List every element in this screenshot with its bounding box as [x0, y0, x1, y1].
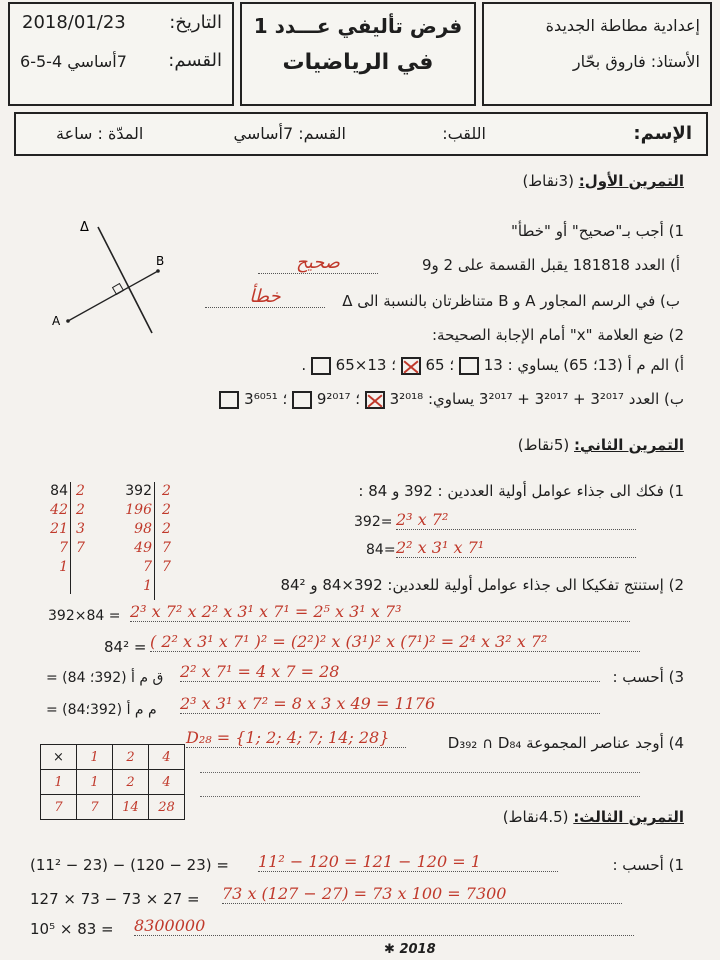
table-cell: 1 [41, 770, 77, 795]
ex1-q2b-row: ب) العدد 3²⁰¹⁷ + 3²⁰¹⁷ + 3²⁰¹⁷ يساوي: 3²⁰¹⁸ ؛ 9²⁰¹⁷ ؛ 3⁶⁰⁵¹ [219, 390, 684, 409]
q3-gcd-label: ق م أ (392؛ 84) = [46, 670, 164, 686]
ladder-84-number: 1 [59, 559, 68, 575]
ex2-points: (5نقاط) [517, 436, 570, 454]
ex2-q4: 4) أوجد عناصر المجموعة D₃₉₂ ∩ D₈₄ [447, 734, 684, 752]
ladder-84-divider [70, 482, 71, 594]
ladder-392-factor: 2 [162, 483, 171, 499]
ladder-392-number: 1 [143, 578, 152, 594]
header-right-box [482, 2, 712, 106]
duration-label: المدّة : ساعة [56, 124, 144, 143]
multiplication-table [40, 744, 185, 820]
ex1-q1a-answer: صحيح [258, 252, 378, 274]
ex1-title: التمرين الأول: [578, 172, 684, 190]
ladder-84-number: 84 [50, 483, 68, 499]
b-label: B [156, 254, 165, 268]
ex1-heading [522, 172, 684, 190]
ex2-q1: 1) فكك الى جذاء عوامل أولية العددين : 392 و 84 : [358, 482, 684, 500]
ex2-title: التمرين الثاني: [574, 436, 684, 454]
ladder-392-factor: 7 [162, 559, 171, 575]
ex3-line2-label: 127 × 73 − 73 × 27 = [30, 890, 200, 908]
ladder-84-number: 7 [59, 540, 68, 556]
ex2-heading [518, 436, 684, 454]
footer [384, 942, 436, 957]
ladder-392-number: 49 [134, 540, 152, 556]
q2b-checkbox-3[interactable] [219, 391, 239, 409]
ladder-84-factor: 7 [76, 540, 85, 556]
ex1-q1: 1) أجب بـ"صحيح" أو "خطأ" [511, 222, 684, 240]
ladder-84-factor: 2 [76, 483, 85, 499]
student-info-bar [14, 112, 708, 156]
class-label: القسم: [168, 50, 222, 71]
q4-answer: D₂₈ = {1; 2; 4; 7; 14; 28} [186, 728, 406, 748]
class-label-bar: القسم: 7أساسي [233, 124, 346, 143]
table-cell: 2 [113, 770, 149, 795]
exam-subject: في الرياضيات [282, 50, 434, 75]
ex1-q1a: أ) العدد 181818 يقبل القسمة على 2 و9 [421, 256, 680, 274]
table-cell: 4 [149, 770, 185, 795]
surname-label: اللقب: [442, 124, 486, 143]
ex2-q2: 2) إستنتج تفكيكا الى جذاء عوامل أولية للعددين: 392×84 و 84² [280, 576, 684, 594]
ex1-q2a-label: أ) الم م أ (13؛ 65) يساوي : [507, 356, 684, 374]
q2b-option-2: 9²⁰¹⁷ [316, 390, 351, 408]
symmetry-figure [40, 215, 190, 345]
point-a [66, 319, 70, 323]
q2b-answer: ( 2² x 3¹ x 7¹ )² = (2²)² x (3¹)² x (7¹)² = 2⁴ x 3² x 7² [150, 632, 640, 652]
division-ladder-392 [118, 482, 188, 600]
ex3-heading [503, 808, 684, 826]
division-ladder-84 [46, 482, 100, 594]
table-cell: 2 [113, 745, 149, 770]
date-label: التاريخ: [169, 12, 222, 33]
table-cell: 4 [149, 745, 185, 770]
ex1-q2a-row: أ) الم م أ (13؛ 65) يساوي : 13 ؛ 65 ؛ 13×65 . [301, 356, 684, 374]
ex1-q2b-label: ب) العدد 3²⁰¹⁷ + 3²⁰¹⁷ + 3²⁰¹⁷ يساوي: [427, 390, 684, 408]
ladder-392-factor: 2 [162, 502, 171, 518]
ex2-q3: 3) أحسب : [612, 668, 684, 686]
q2b-option-1: 3²⁰¹⁸ [389, 390, 424, 408]
q2a-label: 392×84 = [48, 608, 121, 624]
q3-lcm-label: م م أ (392؛84) = [46, 702, 157, 718]
ladder-392-number: 7 [143, 559, 152, 575]
q2a-option-3: 13×65 [335, 356, 387, 374]
ladder-392-number: 196 [125, 502, 152, 518]
ex3-points: (4.5نقاط) [502, 808, 569, 826]
ex3-line3-label: 10⁵ × 83 = [30, 920, 114, 938]
q1-84-label: 84= [366, 542, 396, 558]
table-cell: 1 [77, 770, 113, 795]
header-left-box [8, 2, 234, 106]
ladder-84-number: 21 [50, 521, 68, 537]
ex3-line2-answer: 73 x (127 − 27) = 73 x 100 = 7300 [222, 884, 622, 904]
name-label: الإسم: [633, 123, 692, 144]
school-name: إعدادية مطاطة الجديدة [545, 16, 700, 35]
table-cell: 1 [77, 745, 113, 770]
exam-title: فرض تأليفي عـــدد 1 [253, 14, 463, 38]
q4-extra-line-2 [200, 796, 640, 797]
class-value: 7أساسي 4-5-6 [20, 52, 127, 71]
table-cell: 7 [41, 795, 77, 820]
table-cell: × [41, 745, 77, 770]
q3-gcd-answer: 2² x 7¹ = 4 x 7 = 28 [180, 662, 600, 682]
q2b-checkbox-2[interactable] [292, 391, 312, 409]
q2a-option-2: 65 [425, 356, 445, 374]
q3-lcm-answer: 2³ x 3¹ x 7² = 8 x 3 x 49 = 1176 [180, 694, 600, 714]
ex3-q1: 1) أحسب : [612, 856, 684, 874]
ladder-392-divider [154, 482, 155, 600]
q2a-checkbox-3[interactable] [311, 357, 331, 375]
ex1-q1b-answer: خطأ [205, 286, 325, 308]
table-row [41, 795, 185, 820]
delta-label: Δ [80, 220, 89, 235]
ladder-392-number: 392 [125, 483, 152, 499]
q2a-checkbox-2[interactable] [401, 357, 421, 375]
delta-line [98, 227, 152, 333]
ex1-q1b: ب) في الرسم المجاور A و B متناظرتان بالنسبة الى Δ [342, 292, 680, 310]
q2b-label: 84² = [104, 638, 147, 656]
q2a-checkbox-1[interactable] [459, 357, 479, 375]
ex3-line3-answer: 8300000 [134, 916, 634, 936]
ex3-line1-label: (11² − 23) − (120 − 23) = [30, 856, 229, 874]
table-row [41, 770, 185, 795]
teacher-name: الأستاذ: فاروق بحّار [572, 52, 700, 71]
date-value: 2018/01/23 [22, 12, 126, 33]
segment-ab [68, 271, 158, 321]
ex1-q2: 2) ضع العلامة "x" أمام الإجابة الصحيحة: [432, 326, 684, 344]
q1-84-answer: 2² x 3¹ x 7¹ [396, 538, 636, 558]
ex3-title: التمرين الثالث: [573, 808, 684, 826]
q1-392-label: 392= [354, 514, 393, 530]
table-cell: 14 [113, 795, 149, 820]
ladder-84-factor: 2 [76, 502, 85, 518]
ladder-84-factor: 3 [76, 521, 85, 537]
ladder-392-number: 98 [134, 521, 152, 537]
footer-year: 2018 [399, 942, 436, 957]
q2a-answer: 2³ x 7² x 2² x 3¹ x 7¹ = 2⁵ x 3¹ x 7³ [130, 602, 630, 622]
table-cell: 28 [149, 795, 185, 820]
q1-392-answer: 2³ x 7² [396, 510, 636, 530]
q4-extra-line-1 [200, 772, 640, 773]
header-center-box [240, 2, 476, 106]
q2b-option-3: 3⁶⁰⁵¹ [244, 390, 278, 408]
point-b [156, 269, 160, 273]
table-cell: 7 [77, 795, 113, 820]
ladder-392-factor: 7 [162, 540, 171, 556]
q2b-checkbox-1[interactable] [365, 391, 385, 409]
a-label: A [52, 314, 61, 328]
table-row [41, 745, 185, 770]
ex1-points: (3نقاط) [522, 172, 574, 190]
star-icon: ✱ [384, 942, 395, 957]
ladder-392-factor: 2 [162, 521, 171, 537]
ladder-84-number: 42 [50, 502, 68, 518]
q2a-option-1: 13 [483, 356, 503, 374]
ex3-line1-answer: 11² − 120 = 121 − 120 = 1 [258, 852, 558, 872]
